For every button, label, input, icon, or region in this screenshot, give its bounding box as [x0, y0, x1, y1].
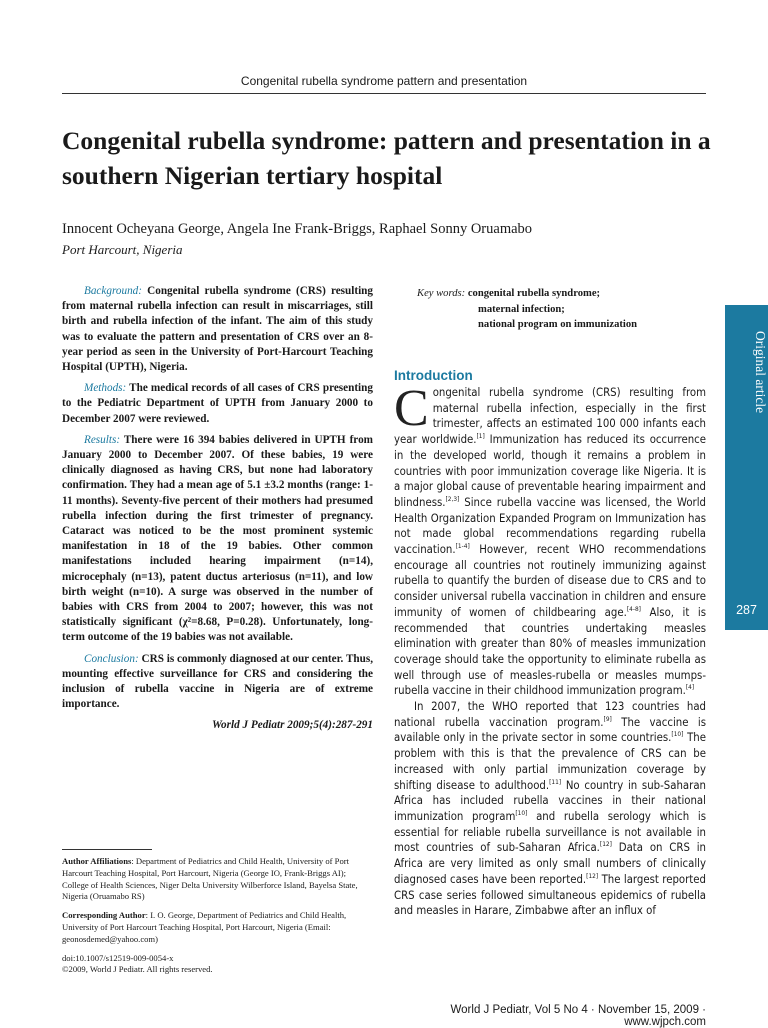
body-text-run: and rubella serology which is essential for reliable rubella surveillance is not available in most countries of sub-Saharan Africa.	[394, 809, 706, 855]
intro-paragraph-1	[394, 380, 707, 699]
citation-ref: [9]	[603, 715, 612, 723]
journal-citation: World J Pediatr 2009;5(4):287-291	[211, 719, 373, 732]
citation-ref: [12]	[586, 872, 599, 881]
body-text-run: ongenital rubella syndrome (CRS) resulting from maternal rubella infection, especially in the first trimester, affects an estimated 100 000 infants each year worldwide.	[394, 386, 706, 447]
copyright: ©2009, World J Pediatr. All rights reserved.	[62, 964, 213, 975]
citation-ref: [1]	[476, 432, 485, 441]
intro-paragraph-1-text	[394, 380, 707, 698]
body-text-run: Immunization has reduced its occurrence in the developed world, though it remains a problem in countries with poor immunization coverage like Nigeria. It is a major global cause of preventable hearing impairment and blindness.	[394, 433, 706, 509]
body-text-run: The vaccine is available only in the private sector in some countries.	[394, 715, 706, 745]
affiliations-label: Author Affiliations	[62, 856, 132, 866]
methods-label: Methods:	[84, 382, 127, 395]
keywords-label: Key words:	[417, 288, 466, 299]
citation-ref: [4]	[685, 683, 695, 692]
body-text-run: Also, it is recommended that countries undertaking measles elimination with greater than 80% of measles immunization coverage should take the opportunity to eliminate rubella as well through use of measles-rubella or measles mumps-rubella vaccine in their childhood immunization program.	[394, 605, 707, 698]
body-text-run: Since rubella vaccine was licensed, the World Health Organization Expanded Program on Immunization has not made global recommendations regarding rubella vaccination.	[394, 495, 706, 557]
body-text-run: The problem with this is that the prevalence of CRS can be increased with only partial immunization coverage by shifting disease to adulthood.	[394, 731, 706, 792]
introduction-heading: Introduction	[394, 368, 473, 383]
abstract-background	[62, 284, 373, 375]
methods-text: The medical records of all cases of CRS presenting to the Pediatric Department of UPTH from January 2000 to December 2007 were reviewed.	[62, 382, 373, 425]
corresponding-author	[62, 910, 373, 945]
intro-paragraph-2	[394, 699, 706, 919]
running-head: Congenital rubella syndrome pattern and presentation	[240, 74, 528, 88]
citation-ref: [10]	[671, 730, 684, 739]
corresponding-label: Corresponding Author	[62, 910, 146, 921]
citation-ref: [12]	[599, 840, 612, 849]
header-rule	[62, 93, 706, 94]
citation-ref: [10]	[515, 809, 528, 818]
doi: doi:10.1007/s12519-009-0054-x	[62, 952, 174, 963]
footnotes	[62, 856, 373, 976]
citation-ref: [4-8]	[626, 605, 641, 614]
background-text: Congenital rubella syndrome (CRS) resulting from maternal rubella infection can result in miscarriages, still birth and rubella infection of the infant. The aim of this study was to evaluate the pattern and presentation of CRS over an 8-year period as seen in the University of Port-Harcourt Teaching Hospital (UPTH), Nigeria.	[62, 285, 374, 374]
body-text-run: The largest reported CRS case series followed simultaneous epidemics of rubella and measles in Harare, Zimbabwe after an influx of	[394, 872, 706, 918]
drop-cap: C	[394, 380, 429, 437]
affiliations-text: : Department of Pediatrics and Child Health, University of Port Harcourt Teaching Hospital, Port Harcourt, Nigeria (George IO, Frank-Briggs AI); College of Health Sciences, Niger Delta University Wilberforce Island, Bayelsa State, Nigeria (Oruamabo RS)	[62, 856, 358, 902]
abstract-methods	[62, 381, 373, 427]
journal-footer: World J Pediatr, Vol 5 No 4 · November 15, 2009 · www.wjpch.com	[450, 1004, 706, 1028]
author-affiliations	[62, 856, 373, 903]
conclusion-text: CRS is commonly diagnosed at our center. Thus, mounting effective surveillance for CRS and considering the inclusion of rubella vaccine in Nigeria are of extreme importance.	[62, 652, 374, 711]
body-text-run: In 2007, the WHO reported that 123 countries had national rubella vaccination program.	[394, 700, 706, 729]
keywords	[417, 286, 637, 333]
abstract	[62, 284, 373, 734]
body-text-run: No country in sub-Saharan Africa has included rubella vaccines in their national immunization program	[394, 778, 706, 823]
keyword-item: maternal infection;	[478, 303, 565, 315]
citation-ref: [1-4]	[455, 542, 470, 551]
body-text-run: However, recent WHO recommendations encourage all countries not routinely immunizing against rubella to quantify the burden of disease due to CRS and to consider universal rubella vaccination in children and ensure immunity of women of childbearing age.	[394, 543, 706, 619]
background-label: Background:	[84, 285, 142, 297]
introduction-body	[394, 380, 707, 919]
conclusion-label: Conclusion:	[84, 652, 139, 665]
citation-ref: [11]	[549, 777, 562, 786]
affiliation-place: Port Harcourt, Nigeria	[62, 242, 183, 257]
article-type-label: Original article	[753, 330, 768, 414]
body-text-run: Data on CRS in Africa are very limited as only small numbers of clinically diagnosed cases have been reported.	[394, 841, 706, 886]
author-list: Innocent Ocheyana George, Angela Ine Frank-Briggs, Raphael Sonny Oruamabo	[62, 221, 533, 237]
article-title: Congenital rubella syndrome: pattern and presentation in a southern Nigerian tertiary hospital	[62, 126, 711, 190]
keyword-item: congenital rubella syndrome;	[467, 288, 601, 299]
results-label: Results:	[84, 433, 121, 446]
abstract-conclusion	[62, 652, 373, 713]
page-number: 287	[736, 603, 757, 617]
keyword-item: national program on immunization	[478, 319, 638, 330]
corresponding-text: : I. O. George, Department of Pediatrics and Child Health, University of Port Harcourt Teaching Hospital, Port Harcourt, Nigeria (Email: geonosdemed@yahoo.com)	[62, 910, 347, 944]
results-text: There were 16 394 babies delivered in UPTH from January 2000 to December 2007. Of these babies, 19 were clinically diagnosed as having CRS, but none had laboratory confirmation. They had a mean age of 5.1 ±3.2 months (range: 1-11 months). Seventy-five percent of their mothers had presumed rubella infection during the first trimester of pregnancy. Cataract was noticed to be the most prominent systemic manifestation in 18 of the 19 babies. Other common manifestations included hearing impairment (n=14), microcephaly (n=13), patent ductus arteriosus (n=11), and low birth weight (n=10). A surge was observed in the number of babies with CRS from 2004 to 2007; however, this was not statistically significant (χ²=8.68, P=0.28). Unfortunately, long-term outcome of the 19 babies was not available.	[62, 433, 373, 644]
abstract-results	[62, 433, 373, 646]
citation-ref: [2,3]	[445, 495, 460, 504]
footnote-rule	[62, 849, 152, 850]
